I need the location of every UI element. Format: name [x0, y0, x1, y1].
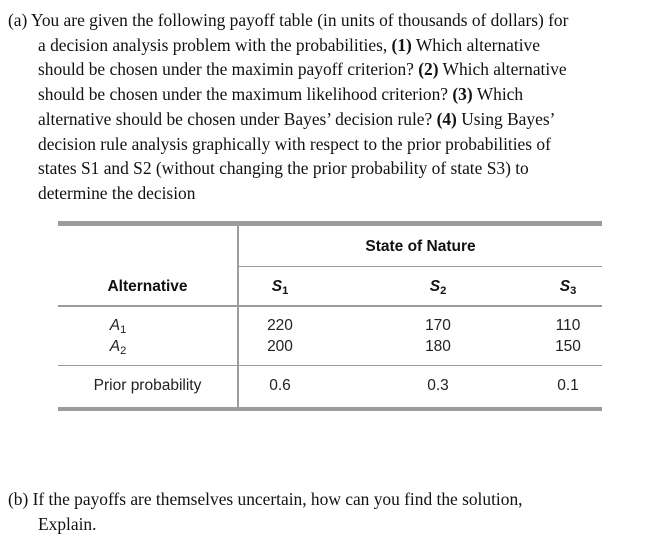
table-top-rule — [58, 221, 602, 226]
prior-row-rule — [58, 365, 602, 366]
payoff-cell: 220 — [267, 317, 293, 334]
state-s1-header: $S_1$ — [271, 278, 289, 297]
text-line — [8, 107, 648, 132]
prior-probability-cell: 0.1 — [557, 377, 579, 394]
header-bottom-rule — [58, 305, 602, 307]
text-line — [8, 156, 648, 181]
table-bottom-rule — [58, 407, 602, 411]
sub-question-number: (2) — [418, 59, 439, 80]
question-b-text — [8, 487, 648, 536]
sub-question-number: (1) — [391, 34, 412, 55]
payoff-cell: 150 — [555, 338, 581, 355]
payoff-cell: 200 — [267, 338, 293, 355]
text-fragment: alternative should be chosen under Bayes’ decision rule? — [38, 108, 437, 129]
text-line — [8, 487, 648, 512]
text-line — [8, 33, 648, 58]
state-of-nature-header: State of Nature — [365, 238, 476, 255]
sub-question-number: (4) — [436, 108, 457, 129]
prior-probability-cell: 0.6 — [269, 377, 291, 394]
text-fragment: (b) If the payoffs are themselves uncertain, how can you find the solution, — [8, 489, 523, 509]
text-line — [8, 8, 648, 33]
text-fragment: (a) You are given the following payoff table (in units of thousands of dollars) for — [8, 10, 569, 30]
text-fragment: a decision analysis problem with the probabilities, — [38, 34, 392, 55]
text-fragment: should be chosen under the maximum likelihood criterion? — [38, 84, 453, 105]
payoff-cell: 110 — [555, 317, 581, 334]
text-fragment: states S1 and S2 (without changing the prior probability of state S3) to — [38, 158, 529, 179]
state-s3-header: $S_3$ — [559, 278, 577, 297]
text-fragment: Which alternative — [411, 34, 540, 55]
sub-question-number: (3) — [452, 84, 473, 105]
alternative-a1-label: $A_1$ — [109, 317, 127, 336]
text-fragment: Using Bayes’ — [456, 108, 556, 129]
payoff-cell: 180 — [425, 338, 451, 355]
state-header-rule — [239, 266, 602, 267]
text-fragment: determine the decision — [38, 182, 196, 203]
state-s2-header: $S_2$ — [429, 278, 447, 297]
alternative-a2-label: $A_2$ — [109, 338, 127, 357]
prior-probability-cell: 0.3 — [427, 377, 449, 394]
text-line — [8, 512, 648, 537]
payoff-table — [58, 221, 602, 411]
prior-probability-label: Prior probability — [93, 377, 202, 394]
text-fragment: Which alternative — [438, 59, 567, 80]
text-fragment: should be chosen under the maximin payoff criterion? — [38, 59, 419, 80]
payoff-cell: 170 — [425, 317, 451, 334]
text-line — [8, 181, 648, 206]
text-line — [8, 57, 648, 82]
text-fragment: decision rule analysis graphically with respect to the prior probabilities of — [38, 133, 551, 154]
question-a-text — [8, 8, 648, 206]
text-fragment: Which — [472, 84, 524, 105]
text-line — [8, 132, 648, 157]
text-line — [8, 82, 648, 107]
text-fragment: Explain. — [38, 513, 97, 534]
alternative-header: Alternative — [107, 278, 188, 295]
